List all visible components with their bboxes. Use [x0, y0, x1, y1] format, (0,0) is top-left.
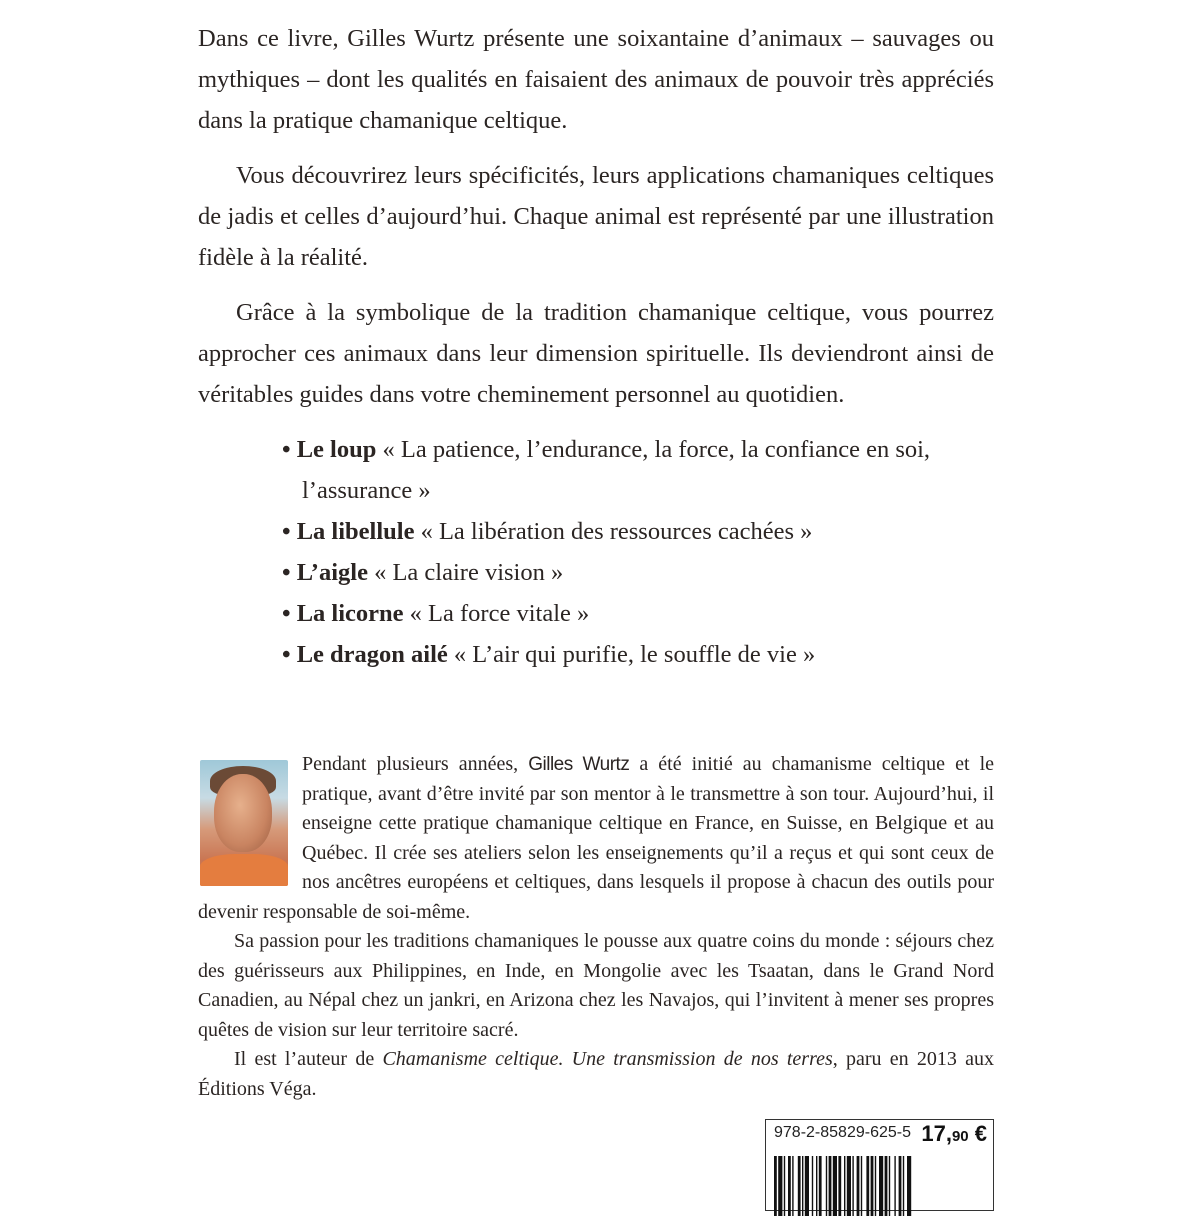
barcode-bar: [875, 1156, 876, 1216]
previous-work-paragraph: Il est l’auteur de Chamanisme celtique. Une transmission de nos terres, paru en 2013 aux Éditions Véga.: [198, 1048, 995, 1100]
animal-quote: « La claire vision »: [374, 559, 564, 586]
barcode-bar: [857, 1156, 860, 1216]
barcode-bar: [805, 1156, 809, 1216]
barcode-bar: [885, 1156, 888, 1216]
barcode-bar: [903, 1156, 904, 1216]
animal-name: L’aigle: [296, 559, 368, 586]
barcode-bar: [907, 1156, 911, 1216]
list-item: [282, 634, 994, 675]
barcode-bar: [844, 1156, 845, 1216]
back-cover-blurb: [198, 18, 994, 675]
author-name: Gilles Wurtz: [528, 754, 630, 775]
bullet-icon: •: [282, 641, 291, 668]
previous-book-title: Chamanisme celtique. Une transmission de nos terres: [382, 1048, 833, 1070]
barcode-bar: [802, 1156, 803, 1216]
animal-list: [198, 429, 994, 675]
barcode-bar: [819, 1156, 822, 1216]
price: 17,90 €: [921, 1121, 987, 1146]
barcode-bar: [798, 1156, 801, 1216]
barcode: [774, 1156, 984, 1216]
bullet-icon: •: [282, 436, 291, 463]
barcode-bar: [838, 1156, 841, 1216]
travels-paragraph: Sa passion pour les traditions chamaniques le pousse aux quatre coins du monde : séjours chez des guérisseurs aux Philippines, en Inde, en Mongolie avec les Tsaatan, dans le Grand Nord Canadien, au Népal chez un jankri, en Arizona chez les Navajos, qui l’invitent à mener ses propres quêtes de vision sur leur territoire sacré.: [198, 930, 994, 1041]
barcode-bar: [774, 1156, 777, 1216]
list-item: [282, 593, 994, 634]
barcode-price-box: [765, 1119, 994, 1211]
barcode-bar: [847, 1156, 851, 1216]
bio-paragraph: Pendant plusieurs années, Gilles Wurtz a été initié au chamanisme celtique et le pratique, avant d’être invité par son mentor à le transmettre à son tour. Aujourd’hui, il enseigne cette pratique chamanique celtique en France, en Suisse, en Belgique et au Québec. Il crée ses ateliers selon les enseignements qu’il a reçus et qui sont ceux de nos ancêtres européens et celtiques, dans lesquels il propose à chacun des outils pour devenir responsable de soi-même.: [198, 753, 994, 923]
animal-name: Le dragon ailé: [296, 641, 448, 668]
barcode-bar: [816, 1156, 817, 1216]
barcode-bar: [784, 1156, 785, 1216]
animal-name: La libellule: [296, 518, 415, 545]
animal-name: La licorne: [296, 600, 404, 627]
bullet-icon: •: [282, 600, 291, 627]
barcode-bar: [879, 1156, 883, 1216]
list-item: [282, 429, 994, 511]
barcode-bar: [871, 1156, 874, 1216]
discover-paragraph: Vous découvrirez leurs spécificités, leurs applications chamaniques celtiques de jadis et celles d’aujourd’hui. Chaque animal est représenté par une illustration fidèle à la réalité.: [198, 162, 994, 271]
intro-paragraph: Dans ce livre, Gilles Wurtz présente une soixantaine d’animaux – sauvages ou mythiques – dont les qualités en faisaient des animaux de pouvoir très appréciés dans la pratique chamanique celtique.: [198, 25, 994, 134]
barcode-bar: [894, 1156, 895, 1216]
barcode-bar: [899, 1156, 902, 1216]
author-photo: [200, 760, 288, 886]
symbolism-paragraph: Grâce à la symbolique de la tradition chamanique celtique, vous pourrez approcher ces animaux dans leur dimension spirituelle. Ils deviendront ainsi de véritables guides dans votre cheminement personnel au quotidien.: [198, 299, 994, 408]
barcode-bar: [861, 1156, 862, 1216]
isbn: 978-2-85829-625-5: [774, 1124, 911, 1141]
list-item: [282, 552, 994, 593]
animal-name: Le loup: [296, 436, 377, 463]
animal-quote: « La libération des ressources cachées »: [420, 518, 813, 545]
list-item: [282, 511, 994, 552]
barcode-bar: [852, 1156, 853, 1216]
barcode-bar: [826, 1156, 827, 1216]
bullet-icon: •: [282, 559, 291, 586]
animal-quote: « L’air qui purifie, le souffle de vie »: [453, 641, 816, 668]
author-bio: [198, 750, 994, 1104]
barcode-bar: [866, 1156, 869, 1216]
barcode-bar: [812, 1156, 813, 1216]
barcode-bar: [788, 1156, 791, 1216]
barcode-bar: [829, 1156, 832, 1216]
barcode-bar: [833, 1156, 837, 1216]
animal-quote: « La patience, l’endurance, la force, la confiance en soi, l’assurance »: [302, 436, 931, 504]
barcode-bar: [792, 1156, 793, 1216]
barcode-bar: [778, 1156, 782, 1216]
bullet-icon: •: [282, 518, 291, 545]
animal-quote: « La force vitale »: [409, 600, 590, 627]
barcode-bar: [889, 1156, 890, 1216]
